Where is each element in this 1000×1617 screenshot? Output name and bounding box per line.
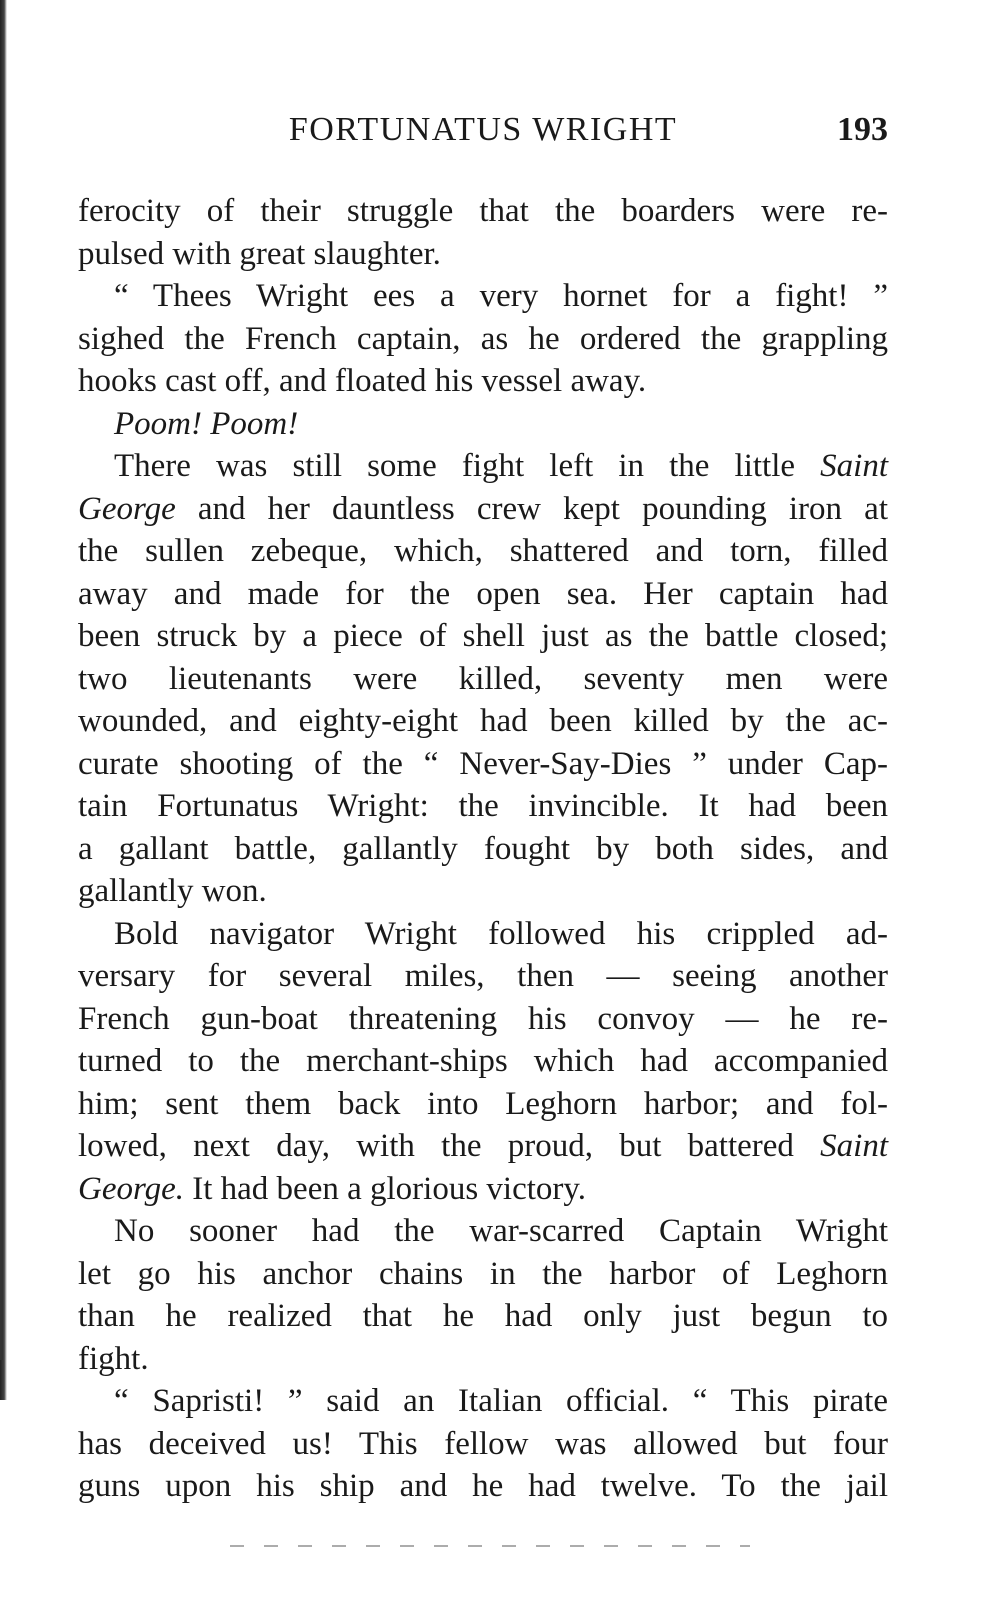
- text-line: fight.: [78, 1340, 149, 1377]
- text-line: the sullen zebeque, which, shattered and torn, filled: [78, 533, 888, 569]
- body-text: [78, 190, 888, 1508]
- page-number: 193: [837, 111, 888, 148]
- text-line: Poom! Poom!: [114, 405, 299, 442]
- text-line: pulsed with great slaughter.: [78, 235, 441, 272]
- text-line: George and her dauntless crew kept pounding iron at: [78, 490, 888, 527]
- running-head: [78, 105, 888, 155]
- text-line: turned to the merchant-ships which had accompanied: [78, 1043, 888, 1079]
- text-line: No sooner had the war-scarred Captain Wright: [114, 1213, 888, 1249]
- text-line: than he realized that he had only just begun to: [78, 1298, 888, 1334]
- text-line: tain Fortunatus Wright: the invincible. It had been: [78, 788, 888, 824]
- text-line: guns upon his ship and he had twelve. To the jail: [78, 1468, 888, 1504]
- text-line: curate shooting of the “ Never-Say-Dies ” under Cap-: [78, 745, 888, 782]
- text-line: French gun-boat threatening his convoy — he re-: [78, 1000, 888, 1037]
- text-line: lowed, next day, with the proud, but battered Saint: [78, 1128, 888, 1164]
- text-line: Bold navigator Wright followed his crippled ad-: [114, 915, 888, 952]
- text-line: There was still some fight left in the little Saint: [114, 448, 888, 484]
- text-line: been struck by a piece of shell just as the battle closed;: [78, 618, 888, 654]
- text-line: let go his anchor chains in the harbor of Leghorn: [78, 1255, 888, 1292]
- text-line: hooks cast off, and floated his vessel away.: [78, 363, 647, 399]
- text-line: two lieutenants were killed, seventy men were: [78, 660, 888, 697]
- text-line: has deceived us! This fellow was allowed but four: [78, 1425, 888, 1462]
- text-line: “ Sapristi! ” said an Italian official. “ This pirate: [114, 1383, 888, 1419]
- text-line: sighed the French captain, as he ordered the grappling: [78, 320, 888, 357]
- binding-edge-lower: [0, 1080, 3, 1360]
- text-line: versary for several miles, then — seeing another: [78, 958, 888, 994]
- text-line: gallantly won.: [78, 873, 267, 909]
- text-line: a gallant battle, gallantly fought by both sides, and: [78, 830, 888, 867]
- text-line: away and made for the open sea. Her captain had: [78, 575, 888, 612]
- text-line: “ Thees Wright ees a very hornet for a fight! ”: [114, 278, 888, 314]
- bottom-bleed-marks: [230, 1545, 750, 1547]
- running-title: FORTUNATUS WRIGHT: [288, 111, 678, 148]
- text-line: wounded, and eighty-eight had been killed by the ac-: [78, 703, 888, 739]
- text-line: George. It had been a glorious victory.: [78, 1170, 586, 1207]
- text-line: him; sent them back into Leghorn harbor; and fol-: [78, 1085, 888, 1122]
- text-line: ferocity of their struggle that the boarders were re-: [78, 193, 888, 229]
